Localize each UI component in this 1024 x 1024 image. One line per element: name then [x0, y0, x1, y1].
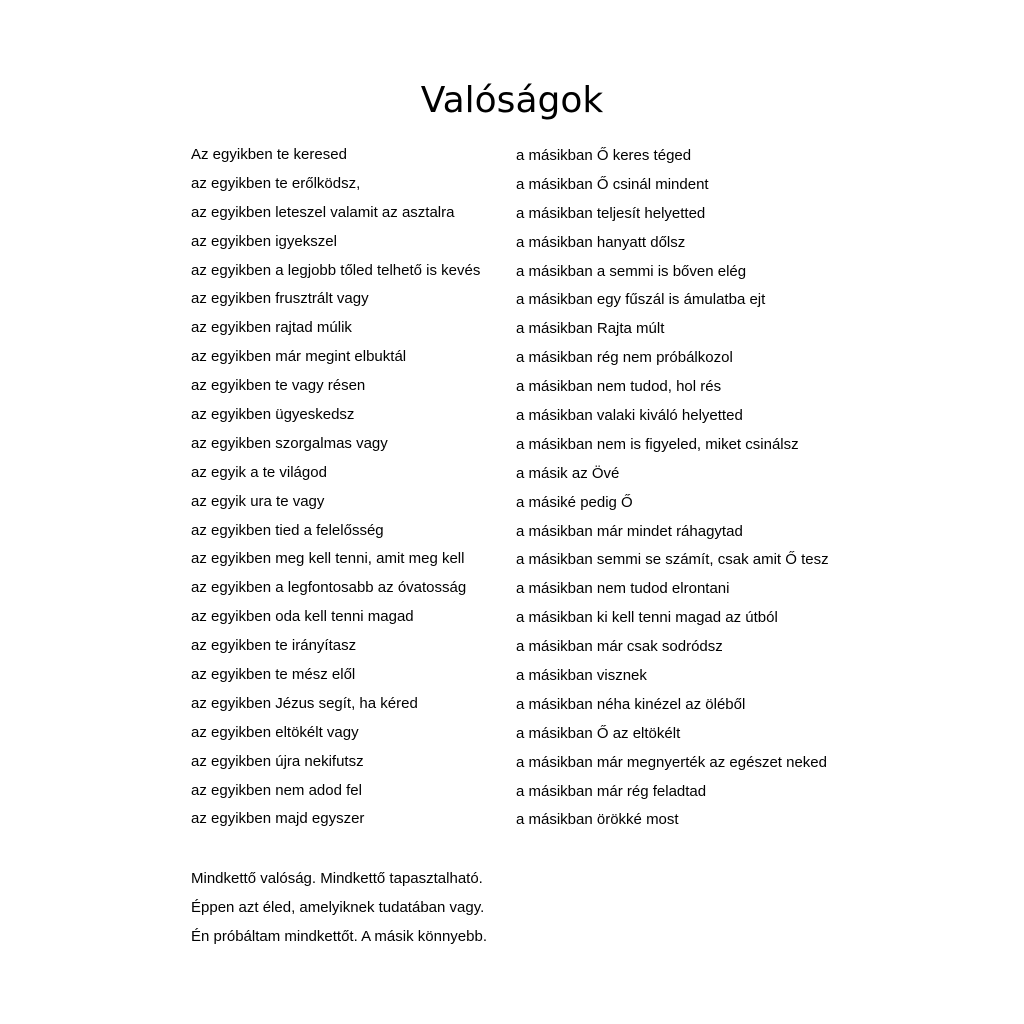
verse-right-line: a másikban nem is figyeled, miket csinálsz — [516, 435, 799, 453]
verse-row — [191, 430, 891, 459]
verse-left-line: az egyikben már megint elbuktál — [191, 348, 407, 366]
verse-right-line: a másikban örökké most — [516, 811, 679, 829]
verse-row — [191, 603, 891, 632]
verse-row — [191, 372, 891, 401]
verse-row — [191, 459, 891, 488]
verse-left-line: az egyikben a legfontosabb az óvatosság — [191, 579, 467, 597]
verse-right-line: a másikban Rajta múlt — [516, 320, 665, 338]
verse-right-line: a másikban ki kell tenni magad az útból — [516, 609, 778, 627]
verse-row — [191, 545, 891, 574]
verse-list — [191, 141, 891, 834]
verse-row — [191, 632, 891, 661]
verse-right-line: a másikban már mindet ráhagytad — [516, 522, 743, 540]
verse-right-line: a másikban Ő keres téged — [516, 147, 692, 164]
verse-left-line: az egyikben igyekszel — [191, 232, 337, 250]
verse-right-line: a másikban nem tudod, hol rés — [516, 378, 722, 396]
verse-right-line: a másikban valaki kiváló helyetted — [516, 407, 743, 425]
verse-right-line: a másikban semmi se számít, csak amit Ő tesz — [516, 551, 829, 569]
verse-right-line: a másikban már rég feladtad — [516, 782, 707, 800]
verse-right-line: a másikban már csak sodródsz — [516, 638, 723, 656]
verse-row — [191, 719, 891, 748]
closing-line: Mindkettő valóság. Mindkettő tapasztalható. — [191, 870, 483, 887]
verse-right-line: a másikban Ő az eltökélt — [516, 724, 681, 742]
verse-row — [191, 748, 891, 777]
verse-left-line: az egyikben újra nekifutsz — [191, 752, 364, 770]
verse-left-line: Az egyikben te keresed — [191, 146, 347, 163]
verse-left-line: az egyik ura te vagy — [191, 492, 325, 510]
verse-left-line: az egyikben tied a felelősség — [191, 521, 384, 539]
verse-right-line: a másik az Övé — [516, 464, 620, 482]
verse-row — [191, 690, 891, 719]
verse-left-line: az egyikben a legjobb tőled telhető is kevés — [191, 261, 481, 279]
verse-row — [191, 343, 891, 372]
verse-row — [191, 661, 891, 690]
verse-left-line: az egyikben te mész elől — [191, 666, 356, 684]
verse-right-line: a másikban néha kinézel az öléből — [516, 695, 746, 713]
verse-left-line: az egyikben majd egyszer — [191, 810, 365, 828]
verse-left-line: az egyikben oda kell tenni magad — [191, 608, 414, 626]
verse-left-line: az egyikben szorgalmas vagy — [191, 434, 388, 452]
verse-row — [191, 170, 891, 199]
verse-left-line: az egyikben Jézus segít, ha kéred — [191, 694, 418, 712]
verse-right-line: a másikban hanyatt dőlsz — [516, 233, 686, 251]
verse-left-line: az egyikben te irányítasz — [191, 637, 357, 655]
verse-right-line: a másikban visznek — [516, 667, 647, 685]
verse-left-line: az egyikben te vagy résen — [191, 377, 366, 395]
verse-row — [191, 805, 891, 834]
closing-line: Éppen azt éled, amelyiknek tudatában vagy. — [191, 899, 485, 916]
verse-left-line: az egyikben meg kell tenni, amit meg kell — [191, 550, 465, 568]
verse-left-line: az egyikben te erőlködsz, — [191, 174, 361, 192]
verse-row — [191, 141, 891, 170]
verse-left-line: az egyikben ügyeskedsz — [191, 406, 355, 424]
verse-row — [191, 401, 891, 430]
verse-row — [191, 488, 891, 517]
verse-row — [191, 199, 891, 228]
verse-right-line: a másikban rég nem próbálkozol — [516, 349, 733, 367]
verse-row — [191, 228, 891, 257]
verse-row — [191, 574, 891, 603]
verse-right-line: a másikban már megnyerték az egészet neked — [516, 753, 827, 771]
verse-left-line: az egyikben frusztrált vagy — [191, 290, 369, 308]
closing-line: Én próbáltam mindkettőt. A másik könnyebb. — [191, 928, 487, 945]
verse-right-line: a másikban egy fűszál is ámulatba ejt — [516, 291, 766, 309]
verse-left-line: az egyikben leteszel valamit az asztalra — [191, 203, 455, 221]
closing-stanza — [191, 864, 487, 951]
verse-row — [191, 777, 891, 806]
verse-left-line: az egyikben eltökélt vagy — [191, 723, 359, 741]
verse-right-line: a másikban teljesít helyetted — [516, 204, 706, 222]
verse-right-line: a másikban nem tudod elrontani — [516, 580, 730, 598]
verse-row — [191, 314, 891, 343]
poem-title: Valóságok — [420, 80, 604, 121]
verse-left-line: az egyikben rajtad múlik — [191, 319, 352, 337]
verse-right-line: a másiké pedig Ő — [516, 493, 633, 511]
verse-right-line: a másikban a semmi is bőven elég — [516, 262, 747, 280]
verse-row — [191, 285, 891, 314]
verse-right-line: a másikban Ő csinál mindent — [516, 175, 709, 193]
verse-row — [191, 257, 891, 286]
verse-left-line: az egyik a te világod — [191, 463, 327, 481]
verse-row — [191, 517, 891, 546]
verse-left-line: az egyikben nem adod fel — [191, 781, 362, 799]
